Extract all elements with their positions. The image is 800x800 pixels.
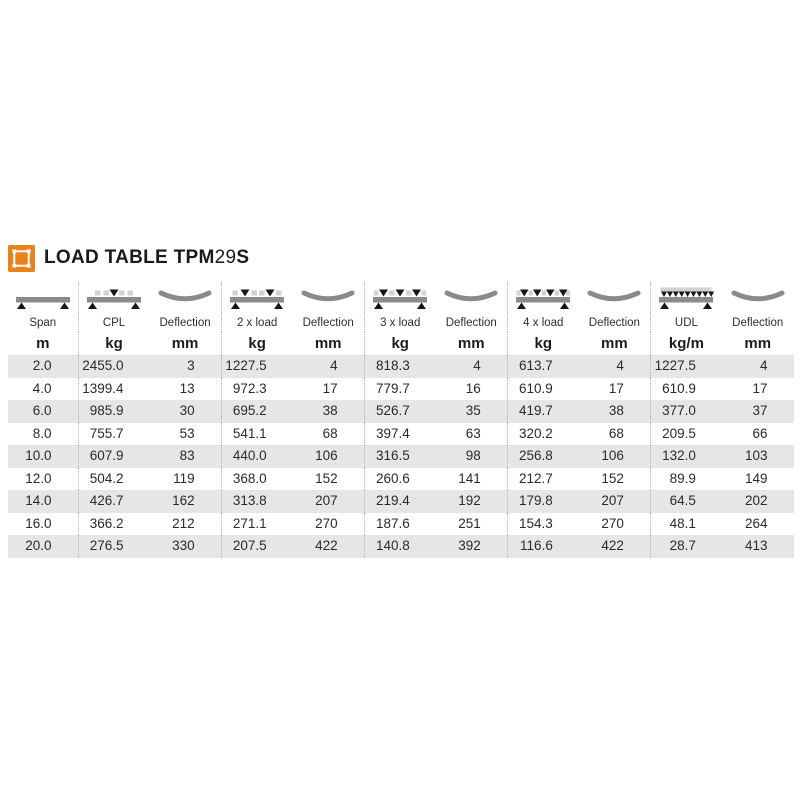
table-cell: 103 bbox=[722, 445, 794, 468]
table-cell: 695.2 bbox=[221, 400, 293, 423]
table-cell: 4 bbox=[722, 355, 794, 378]
table-cell: 366.2 bbox=[89, 515, 124, 531]
table-cell: 202 bbox=[722, 490, 794, 513]
column-unit: kg bbox=[248, 335, 266, 352]
table-cell: 818.3 bbox=[364, 355, 436, 378]
deflection-curve-icon bbox=[579, 283, 651, 313]
table-row bbox=[8, 513, 794, 536]
table-cell: 17 bbox=[293, 378, 365, 401]
table-cell: 313.8 bbox=[221, 490, 293, 513]
column-unit: mm bbox=[436, 332, 508, 355]
column-unit: kg bbox=[105, 335, 123, 352]
table-cell: 377.0 bbox=[650, 400, 722, 423]
column-label: UDL bbox=[674, 316, 698, 329]
table-cell: 13 bbox=[150, 378, 222, 401]
table-cell: 48.1 bbox=[669, 515, 696, 531]
table-cell: 16.0 bbox=[8, 513, 78, 536]
title-model-number: 29 bbox=[214, 247, 237, 268]
table-cell: 2455.0 bbox=[78, 355, 150, 378]
table-cell: 209.5 bbox=[662, 425, 696, 441]
table-cell: 83 bbox=[150, 445, 222, 468]
span-beam-icon bbox=[8, 283, 78, 313]
page-title bbox=[44, 247, 249, 269]
table-cell: 526.7 bbox=[364, 400, 436, 423]
table-cell: 610.9 bbox=[662, 380, 696, 396]
table-cell: 12.0 bbox=[8, 468, 78, 491]
column-unit: kg bbox=[534, 335, 553, 352]
table-cell: 368.0 bbox=[232, 470, 267, 486]
column-label: 3 x load bbox=[380, 316, 421, 329]
column-unit: mm bbox=[744, 335, 772, 352]
table-cell: 38 bbox=[293, 400, 365, 423]
table-cell: 541.1 bbox=[232, 425, 267, 441]
table-cell: 413 bbox=[722, 535, 794, 558]
table-cell: 607.9 bbox=[78, 445, 150, 468]
table-cell: 106 bbox=[293, 445, 365, 468]
table-cell: 320.2 bbox=[519, 425, 553, 441]
table-cell: 187.6 bbox=[375, 515, 410, 531]
deflection-curve-icon bbox=[293, 283, 365, 313]
table-row bbox=[8, 355, 794, 378]
label-header-row bbox=[8, 313, 794, 332]
table-cell: 271.1 bbox=[232, 515, 267, 531]
table-cell: 264 bbox=[744, 515, 768, 531]
table-row bbox=[8, 423, 794, 446]
table-cell: 68 bbox=[579, 423, 651, 446]
table-cell: 212 bbox=[150, 513, 222, 536]
table-cell: 316.5 bbox=[364, 445, 436, 468]
four-point-load-icon bbox=[507, 283, 579, 313]
table-cell: 53 bbox=[150, 423, 222, 446]
table-row bbox=[8, 378, 794, 401]
table-cell: 207 bbox=[293, 490, 365, 513]
column-label: Deflection bbox=[293, 313, 365, 332]
load-table-body bbox=[8, 355, 794, 558]
table-cell: 613.7 bbox=[507, 355, 579, 378]
column-unit: m bbox=[8, 332, 78, 355]
title-text-bold: LOAD TABLE TPM bbox=[44, 247, 215, 268]
table-cell: 152 bbox=[579, 468, 651, 491]
table-cell: 276.5 bbox=[78, 535, 150, 558]
truss-section-icon bbox=[8, 245, 35, 272]
table-cell: 38 bbox=[579, 400, 651, 423]
column-unit: kg/m bbox=[668, 335, 704, 352]
load-table-section bbox=[8, 244, 794, 558]
table-cell: 985.9 bbox=[78, 400, 150, 423]
table-cell: 106 bbox=[579, 445, 651, 468]
column-unit: mm bbox=[293, 332, 365, 355]
table-row bbox=[8, 400, 794, 423]
table-cell: 119 bbox=[150, 468, 222, 491]
column-label: Deflection bbox=[579, 313, 651, 332]
table-cell: 207.5 bbox=[221, 535, 293, 558]
table-cell: 2.0 bbox=[8, 355, 78, 378]
table-cell: 392 bbox=[436, 535, 508, 558]
table-cell: 17 bbox=[579, 378, 651, 401]
table-cell: 251 bbox=[436, 513, 508, 536]
column-label: Deflection bbox=[436, 313, 508, 332]
table-cell: 68 bbox=[293, 423, 365, 446]
table-cell: 1227.5 bbox=[650, 355, 722, 378]
table-row bbox=[8, 535, 794, 558]
table-cell: 260.6 bbox=[375, 470, 410, 486]
table-cell: 270 bbox=[579, 513, 651, 536]
table-cell: 610.9 bbox=[519, 380, 553, 396]
table-cell: 63 bbox=[436, 423, 508, 446]
table-cell: 1227.5 bbox=[221, 355, 293, 378]
column-label: 2 x load bbox=[236, 316, 278, 329]
column-unit: mm bbox=[579, 332, 651, 355]
table-cell: 20.0 bbox=[8, 535, 78, 558]
icon-header-row bbox=[8, 283, 794, 313]
table-cell: 256.8 bbox=[507, 445, 579, 468]
table-cell: 3 bbox=[150, 355, 222, 378]
udl-icon bbox=[650, 283, 722, 313]
column-unit: mm bbox=[150, 332, 222, 355]
table-cell: 270 bbox=[293, 513, 365, 536]
load-table-header bbox=[8, 283, 794, 355]
page-header bbox=[8, 244, 794, 272]
table-cell: 779.7 bbox=[375, 380, 410, 396]
table-cell: 4 bbox=[579, 355, 651, 378]
table-cell: 504.2 bbox=[89, 470, 124, 486]
table-cell: 98 bbox=[436, 445, 508, 468]
three-point-load-icon bbox=[364, 283, 436, 313]
column-label: Deflection bbox=[732, 316, 784, 329]
table-cell: 16 bbox=[436, 378, 508, 401]
table-cell: 64.5 bbox=[650, 490, 722, 513]
table-cell: 212.7 bbox=[519, 470, 553, 486]
table-cell: 426.7 bbox=[78, 490, 150, 513]
table-cell: 162 bbox=[150, 490, 222, 513]
table-cell: 140.8 bbox=[364, 535, 436, 558]
table-cell: 207 bbox=[579, 490, 651, 513]
table-cell: 4.0 bbox=[8, 378, 78, 401]
title-suffix: S bbox=[236, 247, 250, 268]
deflection-curve-icon bbox=[436, 283, 508, 313]
deflection-curve-icon bbox=[722, 283, 794, 313]
table-cell: 422 bbox=[293, 535, 365, 558]
column-label: Deflection bbox=[150, 313, 222, 332]
table-cell: 116.6 bbox=[507, 535, 579, 558]
table-cell: 141 bbox=[436, 468, 508, 491]
table-cell: 179.8 bbox=[507, 490, 579, 513]
table-cell: 219.4 bbox=[364, 490, 436, 513]
column-label: CPL bbox=[102, 316, 126, 329]
table-cell: 330 bbox=[150, 535, 222, 558]
table-cell: 66 bbox=[752, 425, 768, 441]
table-cell: 30 bbox=[150, 400, 222, 423]
column-label: 4 x load bbox=[523, 316, 564, 329]
table-cell: 37 bbox=[722, 400, 794, 423]
table-cell: 28.7 bbox=[650, 535, 722, 558]
table-cell: 419.7 bbox=[507, 400, 579, 423]
table-cell: 6.0 bbox=[8, 400, 78, 423]
table-cell: 440.0 bbox=[221, 445, 293, 468]
table-row bbox=[8, 490, 794, 513]
central-point-load-icon bbox=[78, 283, 150, 313]
two-point-load-icon bbox=[221, 283, 293, 313]
table-cell: 4 bbox=[293, 355, 365, 378]
column-unit: kg bbox=[391, 335, 409, 352]
table-cell: 10.0 bbox=[8, 445, 78, 468]
table-cell: 154.3 bbox=[519, 515, 553, 531]
table-cell: 4 bbox=[436, 355, 508, 378]
table-cell: 192 bbox=[436, 490, 508, 513]
table-cell: 14.0 bbox=[8, 490, 78, 513]
table-cell: 149 bbox=[744, 470, 768, 486]
table-cell: 972.3 bbox=[232, 380, 267, 396]
table-row bbox=[8, 445, 794, 468]
table-cell: 89.9 bbox=[669, 470, 696, 486]
table-cell: 17 bbox=[752, 380, 768, 396]
table-cell: 152 bbox=[293, 468, 365, 491]
table-cell: 132.0 bbox=[650, 445, 722, 468]
table-cell: 422 bbox=[579, 535, 651, 558]
table-cell: 397.4 bbox=[375, 425, 410, 441]
load-table bbox=[8, 283, 794, 558]
table-cell: 8.0 bbox=[8, 423, 78, 446]
table-cell: 1399.4 bbox=[82, 380, 124, 396]
table-cell: 35 bbox=[436, 400, 508, 423]
table-cell: 755.7 bbox=[89, 425, 124, 441]
column-label: Span bbox=[8, 313, 78, 332]
deflection-curve-icon bbox=[150, 283, 222, 313]
table-row bbox=[8, 468, 794, 491]
unit-header-row bbox=[8, 332, 794, 355]
